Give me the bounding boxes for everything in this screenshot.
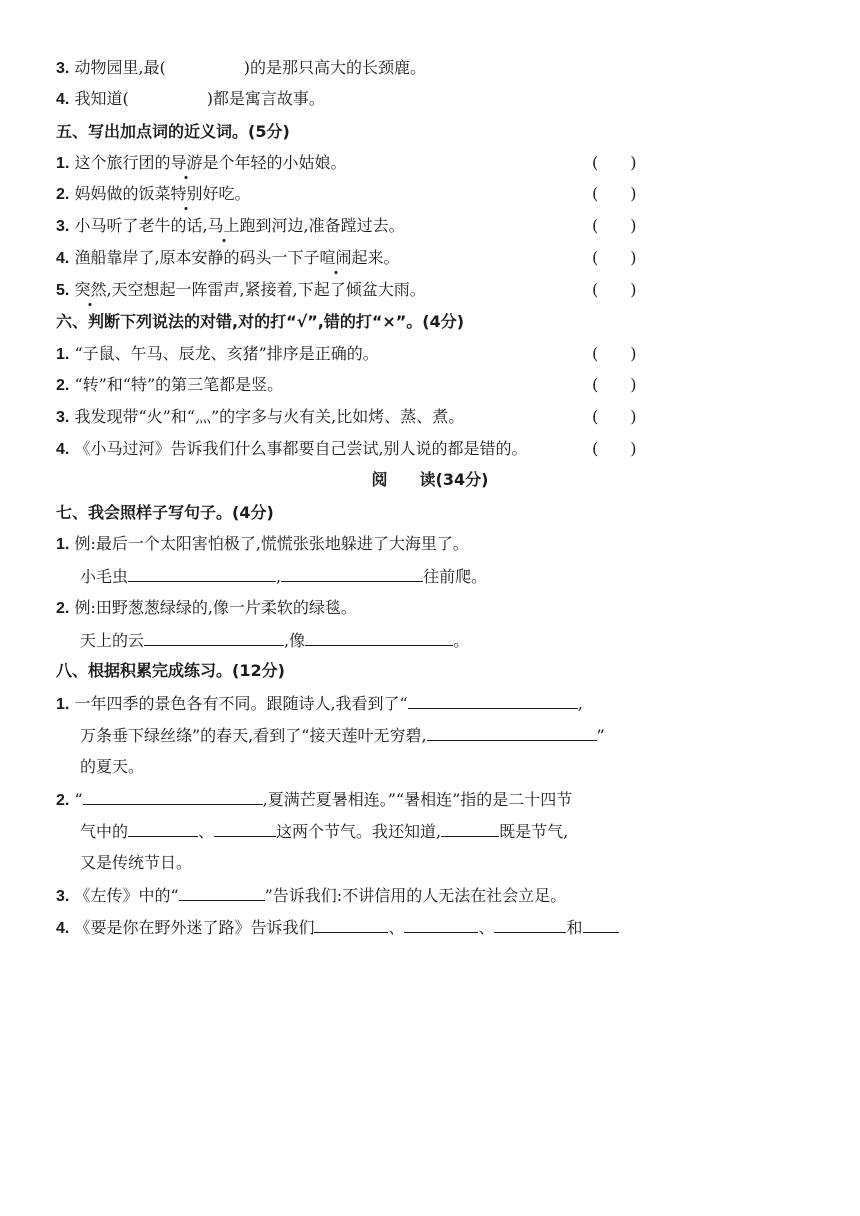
dotted-word: 喧闹 [319, 248, 352, 267]
answer-box[interactable]: ( ) [592, 184, 637, 203]
section-title: 八、根据积累完成练习。(12分) [56, 661, 285, 680]
list-item: 5. 突然,天空想起一阵雷声,紧接着,下起了倾盆大雨。 [56, 280, 426, 299]
blank-line[interactable] [214, 820, 276, 837]
answer-box[interactable]: ( ) [592, 280, 637, 299]
blank-line[interactable] [83, 788, 263, 805]
question-line: 3. 《左传》中的“ ”告诉我们:不讲信用的人无法在社会立足。 [56, 886, 567, 905]
section-title: 七、我会照样子写句子。(4分) [56, 503, 274, 522]
question-line: 的夏天。 [80, 757, 145, 776]
blank-line[interactable] [404, 916, 478, 933]
answer-box[interactable]: ( ) [592, 248, 637, 267]
list-item: 4. 《小马过河》告诉我们什么事都要自己尝试,别人说的都是错的。 [56, 439, 528, 458]
list-item: 2. “转”和“特”的第三笔都是竖。 [56, 375, 284, 394]
question-line: 气中的 、 这两个节气。我还知道, 既是节气, [80, 822, 569, 841]
list-item: 1. 这个旅行团的导游是个年轻的小姑娘。 [56, 153, 347, 172]
blank-line[interactable] [494, 916, 566, 933]
blank-line[interactable] [314, 916, 388, 933]
answer-box[interactable]: ( ) [592, 375, 637, 394]
answer-box[interactable]: ( ) [592, 407, 637, 426]
list-item: 2. 妈妈做的饭菜特别好吃。 [56, 184, 251, 203]
question-line: 又是传统节日。 [80, 853, 193, 872]
section-title: 六、判断下列说法的对错,对的打“√”,错的打“×”。(4分) [56, 312, 465, 331]
answer-box[interactable]: ( ) [592, 344, 637, 363]
blank-line[interactable] [281, 565, 423, 582]
answer-box[interactable]: ( ) [592, 439, 637, 458]
question-line: 4. 我知道( )都是寓言故事。 [56, 89, 325, 108]
question-line: 2. “ ,夏满芒夏暑相连。”“暑相连”指的是二十四节 [56, 790, 573, 809]
list-item: 3. 小马听了老牛的话,马上跑到河边,准备蹚过去。 [56, 216, 405, 235]
list-item: 3. 我发现带“火”和“灬”的字多与火有关,比如烤、蒸、煮。 [56, 407, 465, 426]
reading-header: 阅 读(34分) [371, 470, 489, 489]
answer-box[interactable]: ( ) [592, 216, 637, 235]
answer-line: 小毛虫 , 往前爬。 [80, 567, 488, 586]
blank-line[interactable] [128, 565, 276, 582]
dotted-word: 导游 [170, 153, 203, 172]
dotted-word: 马上 [207, 216, 240, 235]
dotted-word: 特别 [170, 184, 203, 203]
blank-line[interactable] [305, 629, 453, 646]
dotted-word: 突然 [74, 280, 107, 299]
question-line: 3. 动物园里,最( )的是那只高大的长颈鹿。 [56, 58, 427, 77]
example-sentence: 1. 例:最后一个太阳害怕极了,慌慌张张地躲进了大海里了。 [56, 534, 469, 553]
question-line: 1. 一年四季的景色各有不同。跟随诗人,我看到了“ , [56, 694, 583, 713]
blank-line[interactable] [427, 724, 597, 741]
blank-line[interactable] [179, 884, 265, 901]
list-item: 1. “子鼠、午马、辰龙、亥猪”排序是正确的。 [56, 344, 379, 363]
blank-line[interactable] [408, 692, 578, 709]
blank-line[interactable] [128, 820, 198, 837]
list-item: 4. 渔船靠岸了,原本安静的码头一下子喧闹起来。 [56, 248, 400, 267]
blank-line[interactable] [441, 820, 499, 837]
example-sentence: 2. 例:田野葱葱绿绿的,像一片柔软的绿毯。 [56, 598, 357, 617]
answer-line: 天上的云 ,像 。 [80, 631, 470, 650]
question-line: 万条垂下绿丝绦”的春天,看到了“接天莲叶无穷碧, ” [80, 726, 605, 745]
blank-line[interactable] [583, 916, 619, 933]
blank-line[interactable] [144, 629, 284, 646]
answer-box[interactable]: ( ) [592, 153, 637, 172]
question-line: 4. 《要是你在野外迷了路》告诉我们 、 、 和 [56, 916, 619, 938]
section-title: 五、写出加点词的近义词。(5分) [56, 122, 290, 141]
